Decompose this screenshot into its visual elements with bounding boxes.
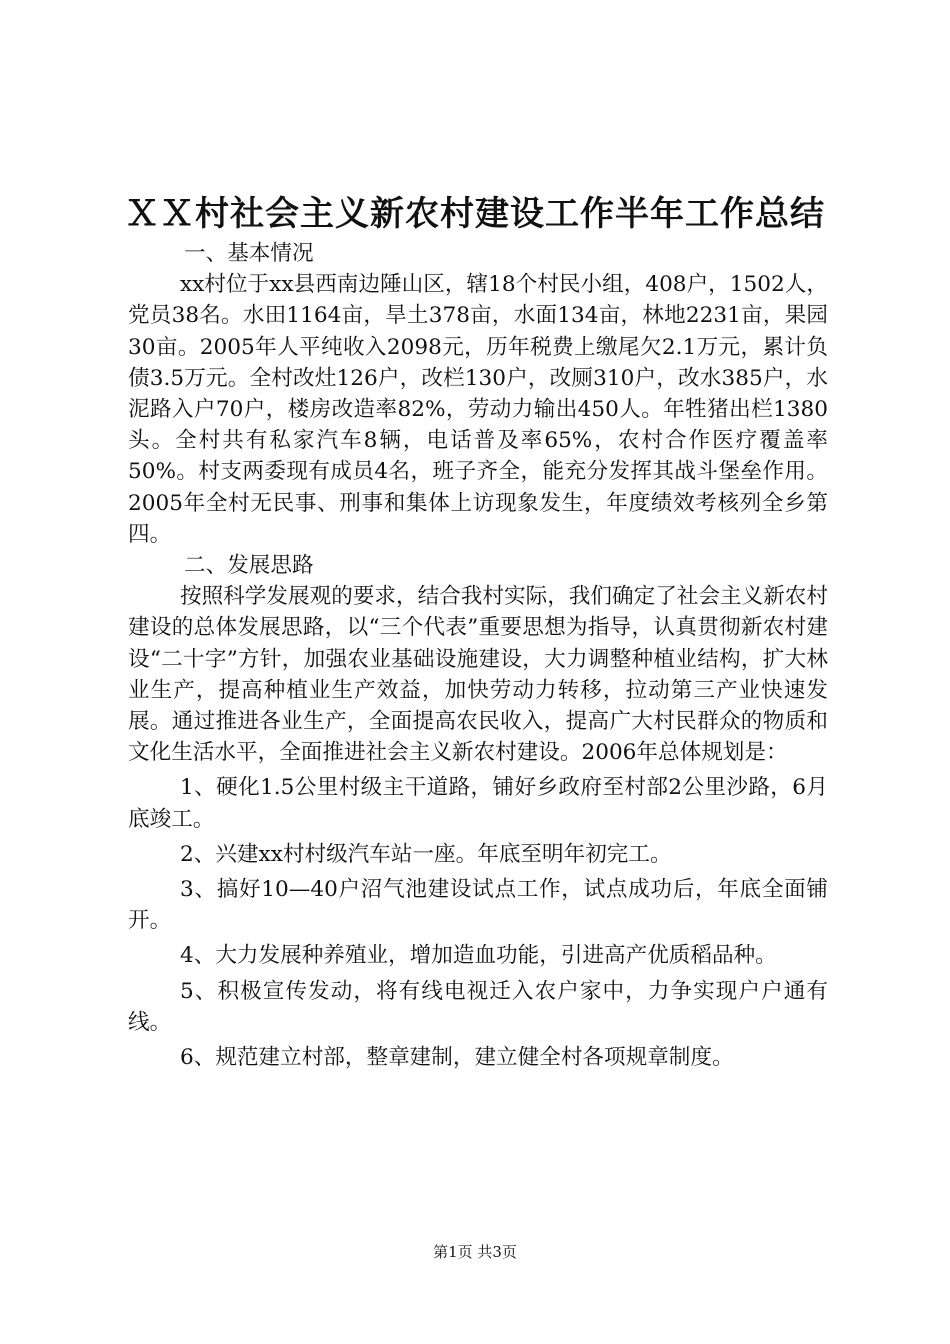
plan-item-3: 3、搞好10—40户沼气池建设试点工作，试点成功后，年底全面铺开。 <box>128 877 828 934</box>
plan-item-4: 4、大力发展种养殖业，增加造血功能，引进高产优质稻品种。 <box>180 943 777 969</box>
document-body <box>128 238 828 1073</box>
page-number-footer: 第1页 共3页 <box>433 1243 517 1261</box>
document-title: ＸＸ村社会主义新农村建设工作半年工作总结 <box>125 194 825 234</box>
section-paragraph-development-plan: 按照科学发展观的要求，结合我村实际，我们确定了社会主义新农村建设的总体发展思路，以“三个代表”重要思想为指导，认真贯彻新农村建设“二十字”方针，加强农业基础设施建设，大力调整种植业结构，扩大林业生产，提高种植业生产效益，加快劳动力转移，拉动第三产业快速发展。通过推进各业生产，全面提高农民收入，提高广大村民群众的物质和文化生活水平，全面推进社会主义新农村建设。2006年总体规划是： <box>128 584 828 766</box>
plan-item-2: 2、兴建xx村村级汽车站一座。年底至明年初完工。 <box>180 841 672 867</box>
section-paragraph-basic-situation: xx村位于xx县西南边陲山区，辖18个村民小组，408户，1502人，党员38名。水田1164亩，旱土378亩，水面134亩，林地2231亩，果园30亩。2005年人平纯收入2098元，历年税费上缴尾欠2.1万元，累计负债3.5万元。全村改灶126户，改栏130户，改厕310户，改水385户，水泥路入户70户，楼房改造率82%，劳动力输出450人。年牲猪出栏1380头。全村共有私家汽车8辆，电话普及率65%，农村合作医疗覆盖率50%。村支两委现有成员4名，班子齐全，能充分发挥其战斗堡垒作用。2005年全村无民事、刑事和集体上访现象发生，年度绩效考核列全乡第四。 <box>128 272 828 547</box>
section-heading-basic-situation: 一、基本情况 <box>184 241 314 266</box>
plan-item-6: 6、规范建立村部，整章建制，建立健全村各项规章制度。 <box>180 1045 734 1071</box>
plan-item-1: 1、硬化1.5公里村级主干道路，铺好乡政府至村部2公里沙路，6月底竣工。 <box>128 775 828 832</box>
section-heading-development-plan: 二、发展思路 <box>184 553 314 579</box>
plan-item-5: 5、积极宣传发动，将有线电视迁入农户家中，力争实现户户通有线。 <box>128 978 828 1035</box>
